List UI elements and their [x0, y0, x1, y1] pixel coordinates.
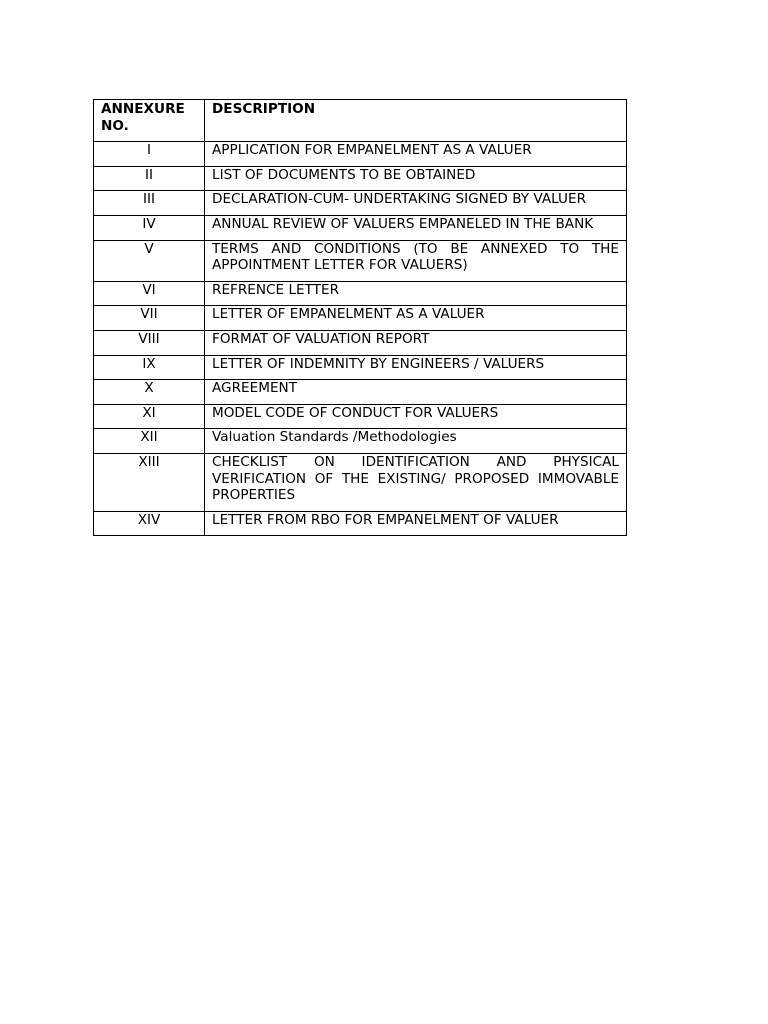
annexure-description: MODEL CODE OF CONDUCT FOR VALUERS	[205, 404, 627, 429]
annexure-number: XI	[94, 404, 205, 429]
annexure-number: II	[94, 166, 205, 191]
annexure-number: XII	[94, 429, 205, 454]
annexure-description: LETTER FROM RBO FOR EMPANELMENT OF VALUER	[205, 511, 627, 536]
annexure-description: LETTER OF EMPANELMENT AS A VALUER	[205, 306, 627, 331]
annexure-number: V	[94, 240, 205, 281]
annexure-description: LETTER OF INDEMNITY BY ENGINEERS / VALUERS	[205, 355, 627, 380]
annexure-description: CHECKLIST ON IDENTIFICATION AND PHYSICAL VERIFICATION OF THE EXISTING/ PROPOSED IMMOVABLE PROPERTIES	[205, 453, 627, 511]
annexure-no-header: ANNEXURE NO.	[94, 100, 205, 142]
annexure-number: III	[94, 191, 205, 216]
table-row	[94, 404, 627, 429]
annexure-number: IX	[94, 355, 205, 380]
table-row	[94, 511, 627, 536]
annexure-description: LIST OF DOCUMENTS TO BE OBTAINED	[205, 166, 627, 191]
annexure-number: X	[94, 380, 205, 405]
table-row	[94, 166, 627, 191]
table-row	[94, 453, 627, 511]
annexure-description: REFRENCE LETTER	[205, 281, 627, 306]
annexure-number: IV	[94, 215, 205, 240]
header-row	[94, 100, 627, 142]
table-row	[94, 142, 627, 167]
table-row	[94, 380, 627, 405]
annexure-number: XIV	[94, 511, 205, 536]
annexure-number: I	[94, 142, 205, 167]
table-header	[94, 100, 627, 142]
description-header: DESCRIPTION	[205, 100, 627, 142]
annexure-description: APPLICATION FOR EMPANELMENT AS A VALUER	[205, 142, 627, 167]
annexure-description: DECLARATION-CUM- UNDERTAKING SIGNED BY VALUER	[205, 191, 627, 216]
table-row	[94, 355, 627, 380]
table-row	[94, 429, 627, 454]
annexure-number: XIII	[94, 453, 205, 511]
annexure-description: FORMAT OF VALUATION REPORT	[205, 330, 627, 355]
annexure-description: ANNUAL REVIEW OF VALUERS EMPANELED IN THE BANK	[205, 215, 627, 240]
table-row	[94, 191, 627, 216]
annexure-number: VII	[94, 306, 205, 331]
table-body	[94, 142, 627, 536]
table-row	[94, 240, 627, 281]
annexure-description: Valuation Standards /Methodologies	[205, 429, 627, 454]
annexure-table	[93, 99, 627, 536]
table-row	[94, 215, 627, 240]
annexure-description: TERMS AND CONDITIONS (TO BE ANNEXED TO THE APPOINTMENT LETTER FOR VALUERS)	[205, 240, 627, 281]
table-row	[94, 306, 627, 331]
annexure-number: VI	[94, 281, 205, 306]
annexure-number: VIII	[94, 330, 205, 355]
table-row	[94, 330, 627, 355]
annexure-description: AGREEMENT	[205, 380, 627, 405]
table-row	[94, 281, 627, 306]
